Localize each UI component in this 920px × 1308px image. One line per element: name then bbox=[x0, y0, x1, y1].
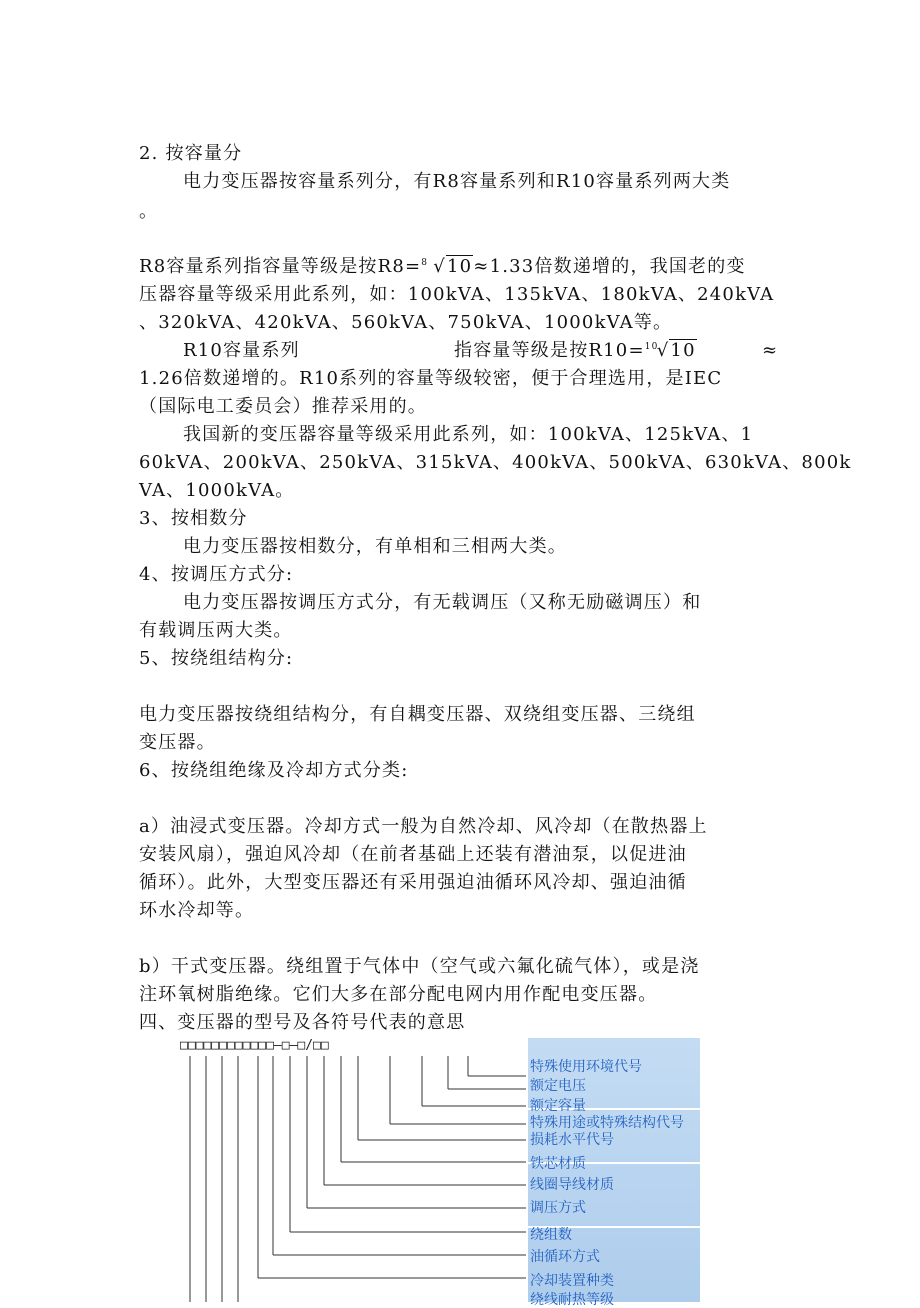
label-tap-changing: 调压方式 bbox=[530, 1200, 586, 1216]
r8-text-a: R8容量系列指容量等级是按R8= bbox=[139, 256, 422, 277]
label-rated-capacity: 额定容量 bbox=[530, 1098, 586, 1114]
r10-text-b: 指容量等级是按R10= bbox=[454, 340, 645, 361]
label-oil-circulation: 油循环方式 bbox=[530, 1249, 600, 1265]
r10-radicand: 10 bbox=[670, 340, 696, 361]
section-6-a-line1: a）油浸式变压器。冷却方式一般为自然冷却、风冷却（在散热器上 bbox=[139, 816, 708, 837]
section-4-body-line1: 电力变压器按调压方式分，有无载调压（又称无励磁调压）和 bbox=[183, 592, 702, 613]
section-6-b-line2: 注环氧树脂绝缘。它们大多在部分配电网内用作配电变压器。 bbox=[139, 984, 658, 1005]
section-4-heading: 4、按调压方式分: bbox=[139, 564, 294, 585]
section-four-heading: 四、变压器的型号及各符号代表的意思 bbox=[139, 1012, 466, 1033]
r8-text-b: ≈1.33倍数递增的，我国老的变 bbox=[473, 256, 746, 277]
new-series-line1: 我国新的变压器容量等级采用此系列，如：100kVA、125kVA、1 bbox=[183, 424, 754, 445]
new-series-line3: VA、1000kVA。 bbox=[139, 480, 295, 501]
section-2-intro: 电力变压器按容量系列分，有R8容量系列和R10容量系列两大类 bbox=[183, 171, 731, 192]
model-code-pattern: □□□□□□□□□□□□—□—□/□□ bbox=[180, 1038, 329, 1053]
r10-paragraph-line3: （国际电工委员会）推荐采用的。 bbox=[139, 396, 427, 417]
r8-paragraph-line2: 压器容量等级采用此系列，如：100kVA、135kVA、180kVA、240kVA bbox=[139, 284, 775, 305]
section-6-a-line2: 安装风扇），强迫风冷却（在前者基础上还装有潜油泵，以促进油 bbox=[139, 844, 687, 865]
section-5-body-line2: 变压器。 bbox=[139, 732, 216, 753]
r8-paragraph-line1 bbox=[139, 256, 746, 278]
r8-radical-formula: 8 √10 bbox=[421, 256, 473, 278]
section-3-heading: 3、按相数分 bbox=[139, 508, 248, 529]
leader-lines bbox=[178, 1036, 702, 1302]
r10-approx-sign: ≈ bbox=[762, 340, 779, 361]
label-winding-count: 绕组数 bbox=[530, 1227, 572, 1243]
section-6-b-line1: b）干式变压器。绕组置于气体中（空气或六氟化硫气体），或是浇 bbox=[139, 956, 700, 977]
section-6-heading: 6、按绕组绝缘及冷却方式分类: bbox=[139, 760, 409, 781]
r10-root-index: 10 bbox=[644, 342, 659, 352]
label-cooling-device: 冷却装置种类 bbox=[530, 1273, 614, 1289]
label-core-material: 铁芯材质 bbox=[530, 1156, 586, 1172]
r10-formula-line bbox=[454, 340, 697, 362]
section-4-body-line2: 有载调压两大类。 bbox=[139, 620, 293, 641]
section-2-heading: 2. 按容量分 bbox=[139, 143, 243, 164]
r8-paragraph-line3: 、320kVA、420kVA、560kVA、750kVA、1000kVA等。 bbox=[139, 312, 673, 333]
label-insulation-class: 绕线耐热等级 bbox=[530, 1292, 614, 1308]
section-5-heading: 5、按绕组结构分: bbox=[139, 648, 294, 669]
r8-root-index: 8 bbox=[421, 258, 429, 268]
section-2-intro-tail: 。 bbox=[139, 201, 159, 222]
label-special-environment: 特殊使用环境代号 bbox=[530, 1059, 642, 1075]
label-coil-conductor: 线圈导线材质 bbox=[530, 1177, 614, 1193]
section-6-a-line3: 循环）。此外，大型变压器还有采用强迫油循环风冷却、强迫油循 bbox=[139, 872, 687, 893]
label-special-purpose: 特殊用途或特殊结构代号 bbox=[530, 1115, 684, 1131]
r10-label: R10容量系列 bbox=[183, 340, 300, 361]
section-3-body: 电力变压器按相数分，有单相和三相两大类。 bbox=[183, 536, 567, 557]
r10-radical-formula: 10 √10 bbox=[645, 340, 697, 362]
section-5-body-line1: 电力变压器按绕组结构分，有自耦变压器、双绕组变压器、三绕组 bbox=[139, 704, 696, 725]
r8-radicand: 10 bbox=[446, 256, 473, 277]
model-code-diagram bbox=[178, 1036, 702, 1308]
label-loss-level: 损耗水平代号 bbox=[530, 1132, 614, 1148]
r10-paragraph-line2: 1.26倍数递增的。R10系列的容量等级较密，便于合理选用，是IEC bbox=[139, 368, 723, 389]
label-rated-voltage: 额定电压 bbox=[530, 1078, 586, 1094]
section-6-a-line4: 环水冷却等。 bbox=[139, 900, 255, 921]
new-series-line2: 60kVA、200kVA、250kVA、315kVA、400kVA、500kVA、630kVA、800k bbox=[139, 452, 852, 473]
